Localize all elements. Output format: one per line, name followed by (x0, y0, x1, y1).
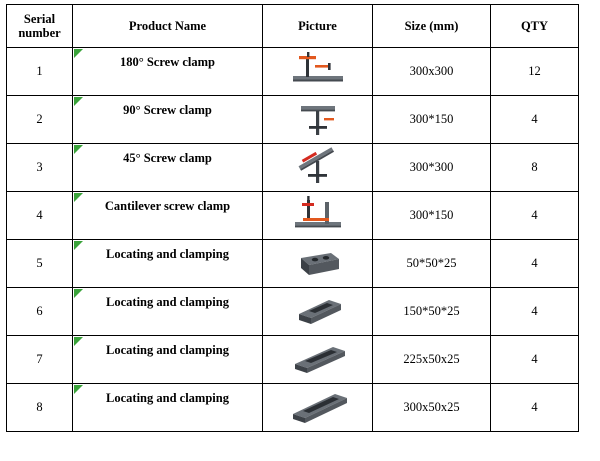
column-header-serial: Serial number (7, 5, 73, 48)
cell-size: 300*300 (373, 144, 491, 192)
table-header (7, 5, 579, 48)
column-header-product-name: Product Name (73, 5, 263, 48)
cell-size: 300x300 (373, 48, 491, 96)
cell-size: 150*50*25 (373, 288, 491, 336)
cell-serial: 7 (7, 336, 73, 384)
cell-picture (263, 288, 373, 336)
cell-picture (263, 240, 373, 288)
cell-product-name (73, 384, 263, 432)
cell-qty: 4 (491, 384, 579, 432)
cell-serial: 6 (7, 288, 73, 336)
cell-qty: 4 (491, 240, 579, 288)
screw-clamp-90-icon (263, 97, 372, 142)
product-name-label: Locating and clamping (106, 247, 229, 261)
column-header-qty: QTY (491, 5, 579, 48)
product-name-label: 180° Screw clamp (119, 55, 216, 69)
product-name-label: Cantilever screw clamp (104, 199, 231, 213)
cell-qty: 8 (491, 144, 579, 192)
cell-size: 225x50x25 (373, 336, 491, 384)
cell-picture (263, 384, 373, 432)
cell-size: 300*150 (373, 96, 491, 144)
product-name-label: 90° Screw clamp (123, 103, 212, 117)
cell-serial: 3 (7, 144, 73, 192)
cantilever-screw-clamp-icon (263, 193, 372, 238)
table-row (7, 336, 579, 384)
column-header-picture: Picture (263, 5, 373, 48)
cell-qty: 4 (491, 288, 579, 336)
cell-serial: 1 (7, 48, 73, 96)
cell-product-name (73, 192, 263, 240)
product-name-label: 45° Screw clamp (123, 151, 212, 165)
table-row (7, 48, 579, 96)
cell-picture (263, 336, 373, 384)
cell-product-name (73, 48, 263, 96)
cell-picture (263, 144, 373, 192)
table-row (7, 240, 579, 288)
locating-block-slot-long-icon (263, 385, 372, 430)
locating-block-two-hole-icon (263, 241, 372, 286)
table-body (7, 48, 579, 432)
column-header-size: Size (mm) (373, 5, 491, 48)
cell-serial: 8 (7, 384, 73, 432)
cell-qty: 4 (491, 96, 579, 144)
table-row (7, 144, 579, 192)
locating-block-slot-small-icon (263, 289, 372, 334)
cell-serial: 4 (7, 192, 73, 240)
product-name-label: Locating and clamping (106, 295, 229, 309)
table-row (7, 192, 579, 240)
cell-product-name (73, 336, 263, 384)
cell-product-name (73, 96, 263, 144)
table-row (7, 288, 579, 336)
cell-serial: 5 (7, 240, 73, 288)
table-header-row (7, 5, 579, 48)
cell-picture (263, 48, 373, 96)
parts-list-sheet (0, 4, 600, 461)
product-name-label: Locating and clamping (106, 391, 229, 405)
product-name-label: Locating and clamping (106, 343, 229, 357)
cell-qty: 4 (491, 336, 579, 384)
cell-size: 300x50x25 (373, 384, 491, 432)
table-row (7, 384, 579, 432)
cell-size: 300*150 (373, 192, 491, 240)
cell-picture (263, 96, 373, 144)
table-row (7, 96, 579, 144)
cell-qty: 4 (491, 192, 579, 240)
cell-size: 50*50*25 (373, 240, 491, 288)
locating-block-slot-medium-icon (263, 337, 372, 382)
screw-clamp-180-icon (263, 49, 372, 94)
cell-qty: 12 (491, 48, 579, 96)
screw-clamp-45-icon (263, 145, 372, 190)
cell-serial: 2 (7, 96, 73, 144)
cell-product-name (73, 288, 263, 336)
parts-table (6, 4, 579, 432)
cell-picture (263, 192, 373, 240)
cell-product-name (73, 240, 263, 288)
cell-product-name (73, 144, 263, 192)
